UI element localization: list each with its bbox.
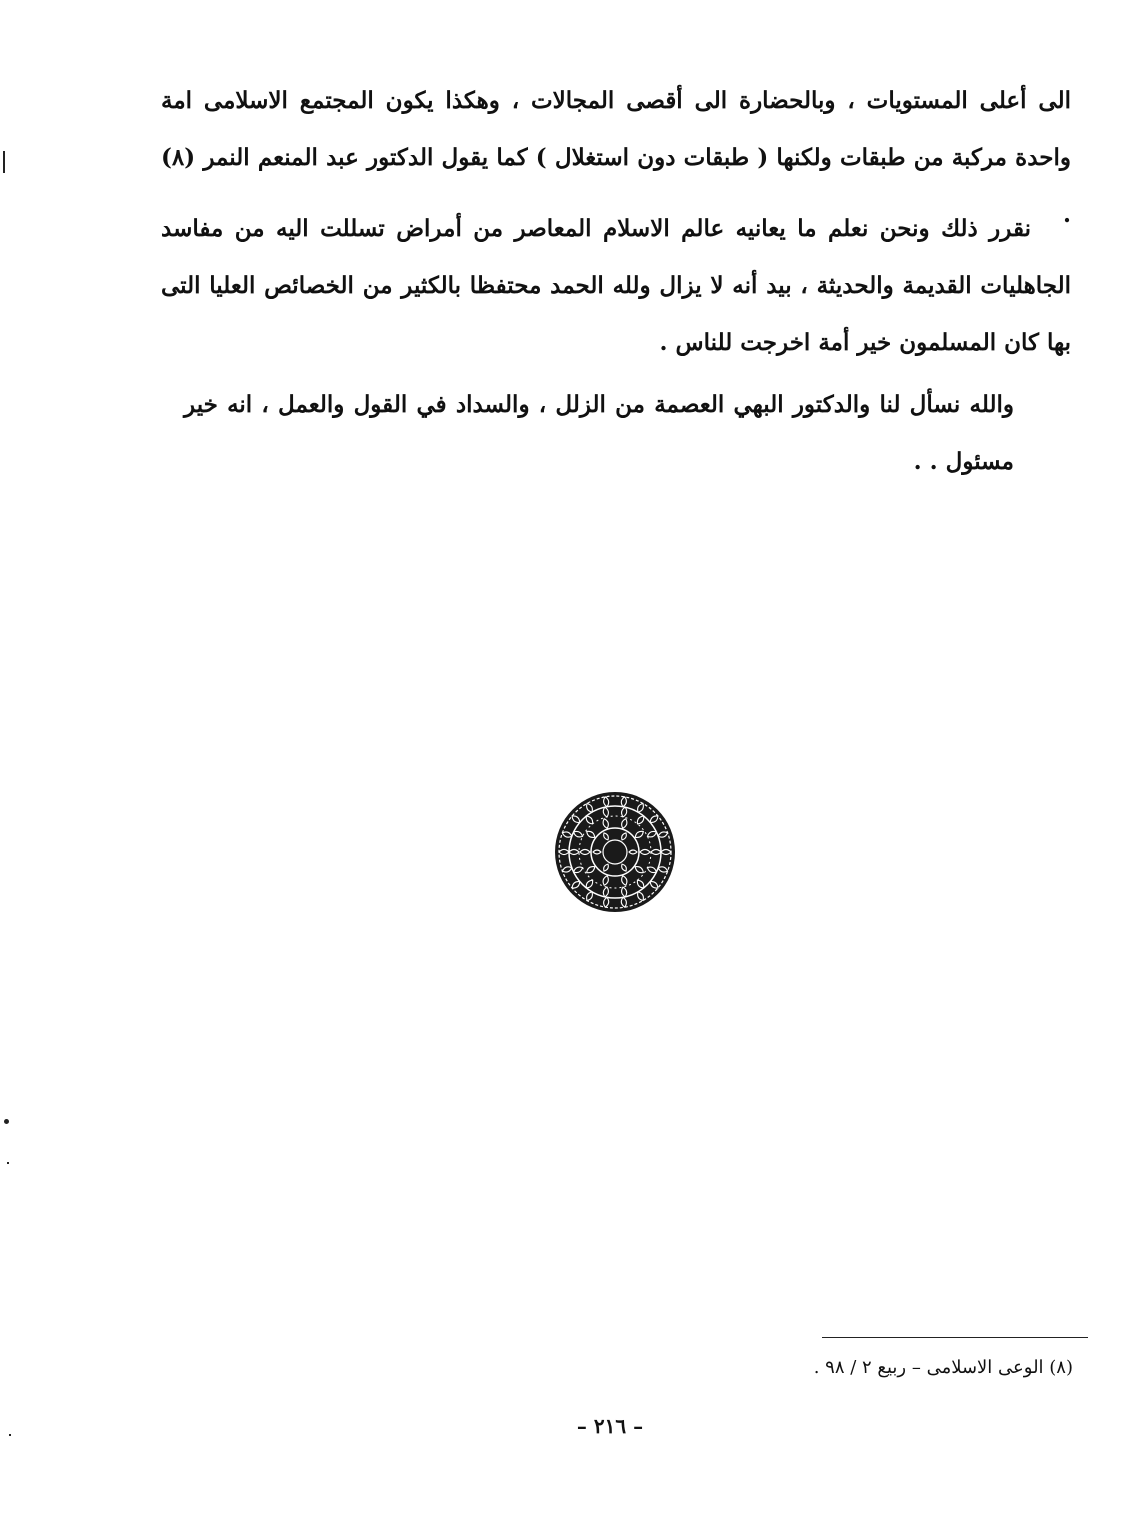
scan-edge-mark <box>3 151 5 173</box>
scan-edge-mark <box>9 1434 11 1436</box>
paragraph-3: والله نسأل لنا والدكتور البهي العصمة من الزلل ، والسداد في القول والعمل ، انه خير مسئول . . <box>184 391 1014 475</box>
paragraph-1: الى أعلى المستويات ، وبالحضارة الى أقصى المجالات ، وهكذا يكون المجتمع الاسلامى امة واحدة مركبة من طبقات ولكنها ( طبقات دون استغلال ) كما يقول الدكتور عبد المنعم النمر (٨) . <box>161 87 1071 228</box>
scan-edge-mark <box>7 1162 9 1164</box>
paragraph-2: نقرر ذلك ونحن نعلم ما يعانيه عالم الاسلام المعاصر من أمراض تسللت اليه من مفاسد الجاهليات القديمة والحديثة ، بيد أنه لا يزال ولله الحمد محتفظا بالكثير من الخصائص العليا التى بها كان المسلمون خير أمة اخرجت للناس . <box>161 215 1071 356</box>
page-number: – ٢١٦ – <box>576 1414 644 1438</box>
footnote: (٨) الوعى الاسلامى – ربيع ٢ / ٩٨ . <box>813 1357 1073 1378</box>
circular-arabesque-ornament-icon <box>553 790 677 914</box>
scan-edge-mark <box>4 1119 9 1124</box>
footnote-separator <box>822 1337 1088 1338</box>
